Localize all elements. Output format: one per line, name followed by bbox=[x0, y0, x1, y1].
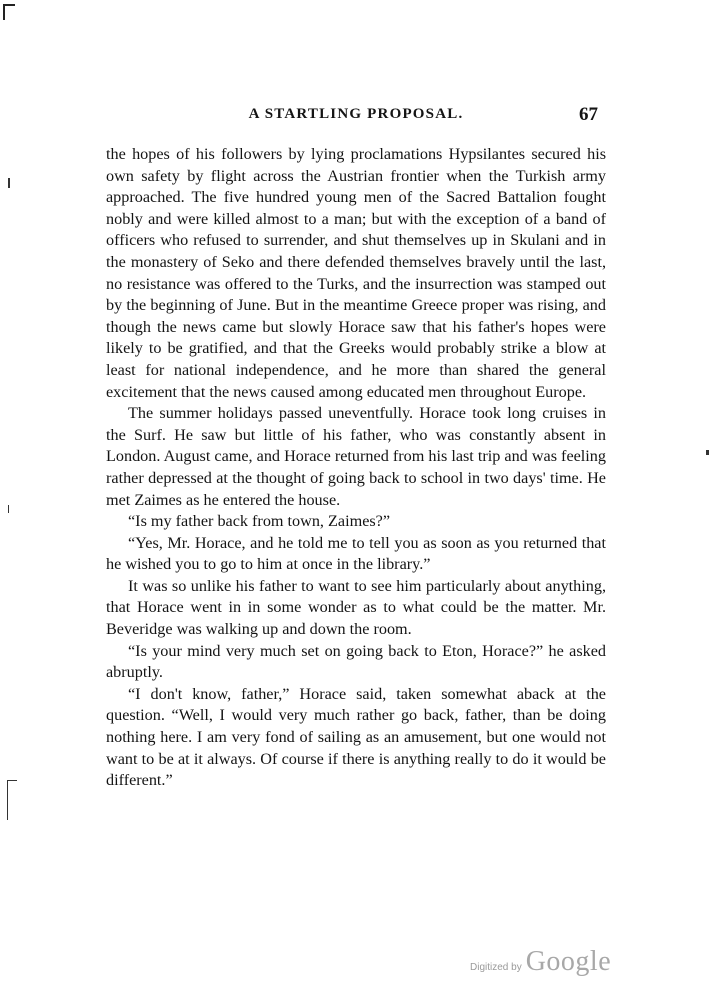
google-logo: Google bbox=[525, 946, 612, 977]
corner-crop-mark bbox=[3, 4, 5, 20]
watermark-small-text: Digitized by bbox=[470, 962, 522, 973]
book-page bbox=[106, 104, 606, 792]
running-title: A STARTLING PROPOSAL. bbox=[248, 106, 464, 122]
margin-mark bbox=[7, 780, 17, 781]
running-head bbox=[106, 104, 606, 130]
margin-mark bbox=[706, 450, 709, 455]
paragraph: “Is your mind very much set on going back to Eton, Horace?” he asked abruptly. bbox=[106, 641, 606, 682]
margin-mark bbox=[8, 505, 9, 513]
corner-crop-mark-horizontal bbox=[3, 4, 15, 6]
margin-mark bbox=[7, 780, 8, 820]
body-text bbox=[106, 144, 606, 792]
paragraph: “Is my father back from town, Zaimes?” bbox=[128, 512, 391, 531]
paragraph: “I don't know, father,” Horace said, taken somewhat aback at the question. “Well, I would very much rather go back, father, than be doing nothing here. I am very fond of sailing as an amusement, but one would not want to be at it always. Of course if there is anything really to do it would be different.” bbox=[106, 684, 606, 790]
margin-mark bbox=[8, 178, 10, 188]
paragraph: “Yes, Mr. Horace, and he told me to tell you as soon as you returned that he wished you to go to him at once in the library.” bbox=[106, 533, 606, 574]
paragraph: The summer holidays passed uneventfully. Horace took long cruises in the Surf. He saw but little of his father, who was constantly absent in London. August came, and Horace returned from his last trip and was feeling rather depressed at the thought of going back to school in two days' time. He met Zaimes as he entered the house. bbox=[106, 404, 606, 509]
digitized-watermark bbox=[470, 946, 611, 978]
paragraph: the hopes of his followers by lying proclamations Hypsilantes secured his own safety by flight across the Austrian frontier when the Turkish army approached. The five hundred young men of the Sacred Battalion fought nobly and were killed almost to a man; but with the exception of a band of officers who refused to surrender, and shut themselves up in Skulani and in the monastery of Seko and there defended themselves bravely until the last, no resistance was offered to the Turks, and the insurrection was stamped out by the beginning of June. But in the meantime Greece proper was rising, and though the news came but slowly Horace saw that his father's hopes were likely to be gratified, and that the Greeks would probably strike a blow at least for national independence, and he more than shared the general excitement that the news caused among educated men throughout Europe. bbox=[106, 145, 606, 401]
page-number: 67 bbox=[579, 104, 598, 125]
paragraph: It was so unlike his father to want to see him particularly about anything, that Horace went in in some wonder as to what could be the matter. Mr. Beveridge was walking up and down the room. bbox=[106, 576, 606, 639]
